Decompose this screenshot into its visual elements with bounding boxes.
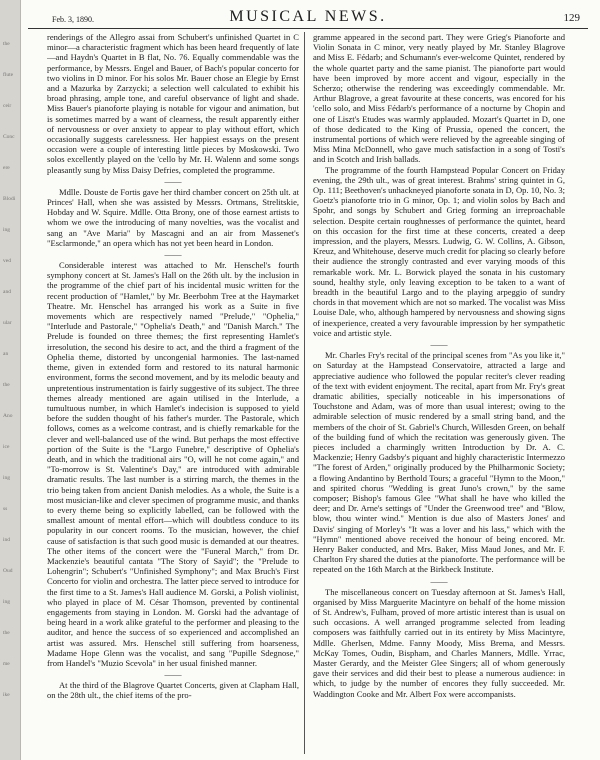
- gutter-fragment: an: [3, 351, 9, 357]
- column-rule: [304, 32, 305, 754]
- gutter-fragment: ere: [3, 165, 10, 171]
- gutter-fragment: me: [3, 661, 10, 667]
- gutter-fragment: ing: [3, 599, 11, 605]
- page-number: 129: [563, 12, 580, 24]
- gutter-fragment: ice: [3, 444, 10, 450]
- gutter-fragment: ing: [3, 227, 11, 233]
- article-paragraph: Mdlle. Douste de Fortis gave her third chamber concert on 25th ult. at Princes' Hall, when she was assisted by Messrs. Ortmans, Strelitskie, Hobday and W. Squire. Mdlle. Otta Brony, one of those earnest artists to whom we owe the introducing of many novelties, was the vocalist and sang an "Ave Maria" by Mascagni and an air from Massenet's "Esclarmonde," an opera which has not yet been heard in London.: [47, 186, 299, 248]
- issue-date: Feb. 3, 1890.: [52, 15, 94, 24]
- gutter-fragment: ike: [3, 692, 10, 698]
- gutter-fragment: ceir: [3, 103, 12, 109]
- gutter-fragment: the: [3, 382, 10, 388]
- gutter-fragment: ved: [3, 258, 11, 264]
- gutter-fragment: ing: [3, 475, 11, 481]
- gutter-fragment: the: [3, 41, 10, 47]
- gutter-fragment: flute: [3, 72, 14, 78]
- gutter-fragment: ind: [3, 537, 11, 543]
- article-paragraph: Mr. Charles Fry's recital of the principal scenes from "As you like it," on Saturday at the Hampstead Conservatoire, attracted a large and appreciative audience who followed the popular reciter's clever reading of the text with evident enjoyment. The recital, apart from Mr. Fry's great dramatic abilities, specially noticeable in his impersonations of Touchstone and Adam, was of more than usual interest; owing to the admirable selection of music rendered by a small string band, and the members of the choir of St. Gabriel's Church, Willesden Green, on behalf of the building fund of which the recitation was generously given. The pieces included a charmingly written Introduction by Dr. A. C. Mackenzie; Henry Gadsby's piquant and highly characteristic Intermezzo "The forest of Arden," originally produced by the Philharmonic Society; a flowing Andantino by Berthold Tours; a graceful "Hymn to the Moon," and spirited chorus "Wedding is great Juno's crown," by the same composer; Bishop's famous Glee "What shall he have who killed the deer; and Dr. Arne's settings of "Under the Greenwood tree" and "Blow, blow, thou winter wind." Mention is due also of Masters Jones' and Davis' singing of Morley's "It was a lover and his lass," which with the "Hymn" mentioned above received the honour of being encored. Mr. Henry Baker conducted, and Mrs. Baker, Miss Maud Jones, and Mr. F. Charlton Fry shared the duties at the pianoforte. The performance will be repeated on the 16th March at the Birkbeck Institute.: [313, 350, 565, 575]
- binding-gutter: [0, 0, 21, 760]
- article-paragraph: The programme of the fourth Hampstead Popular Concert on Friday evening, the 29th ult., was of great interest. Brahms' string quintet in G, Op. 111; Beethoven's unhackneyed pianoforte sonata in D, Op. 10, No. 3; Goetz's pianoforte trio in G minor, Op. 1; and violin solos by Bach and Spohr, and songs by Schubert and Grieg forming an irreproachable selection. Despite certain roughnesses of performance the quintet, heard on this occasion for the first time at these concerts, created a deep impression, and the players, Messrs. Ludwig, G. W. Collins, A. Gibson, Kreuz, and Whitehouse, deserve much credit for placing so clearly before their audience the strongly contrasted and ever varying moods of this remarkable work. Mr. L. Borwick played the sonata in his customary sound, healthy style, only leaving exception to be taken to a want of breadth in the beautiful Largo and to the playing arpeggio of sundry chords in that movement which are not so marked. The vocalist was Miss Louise Dale, who, although hampered by nervousness and showing signs of inexperience, created a very favourable impression by her sympathetic voice and artistic style.: [313, 164, 565, 338]
- gutter-fragment: the: [3, 630, 10, 636]
- article-paragraph: At the third of the Blagrove Quartet Concerts, given at Clapham Hall, on the 28th ult., the chief items of the pro-: [47, 680, 299, 701]
- gutter-fragment: ss: [3, 506, 8, 512]
- section-separator: ——: [164, 669, 182, 680]
- gutter-fragment: ular: [3, 320, 12, 326]
- gutter-fragment: Ano: [3, 413, 13, 419]
- gutter-fragment: Blodi: [3, 196, 16, 202]
- page-header: [28, 6, 588, 29]
- masthead-title: MUSICAL NEWS.: [229, 8, 387, 25]
- left-column: [47, 32, 299, 754]
- section-separator: ——: [430, 575, 448, 586]
- article-paragraph: Considerable interest was attached to Mr. Henschel's fourth symphony concert at St. James's Hall on the 26th ult. by the inclusion in the programme of the chief part of his incidental music written for the recent production of "Hamlet," by Mr. Beerbohm Tree at the Haymarket Theatre. Mr. Henschel has arranged his work as a Suite in five movements which are respectively named "Prelude," "Ophelia," "Interlude and Pastorale," "Ophelia's Death," and "Danish March." The Prelude is founded on three themes; the first representing Hamlet's irresolution, the second his desire to act, and the third a fragment of the Ophelia theme, distorted by uncongenial harmonies. The last-named theme, given in extended form and restored to its natural harmonic environment, forms the second movement, and by its melodic beauty and unpretentious instrumentation is fairly suggestive of its subject. The three themes already mentioned are again utilised in the Interlude, a tumultuous number, in which Hamlet's indecision is supposed to yield before the sudden thought of his father's murder. The Pastorale, which follows, comes as a welcome contrast, and is chiefly remarkable for the clever and well-balanced use of the wind. But perhaps the most effective portion of the Suite is the "Largo Funebre," descriptive of Ophelia's death, and in which the traditional airs "O, will he not come again," and "To-morrow is St. Valentine's Day," are introduced with admirable dramatic results. The last number is a stirring march, the themes in the trio being taken from ancient Danish melodies. As a whole, the Suite is a most musician-like and clever specimen of programme music, and thanks to every theme being so explicitly labelled, can be followed with the smallest amount of mental effort—which will doubtless conduce to its popularity in our concert rooms. To the musician, however, the chief cause of satisfaction is that such good music is demanded at our theatres. The other items of the concert were the "Funeral March," from Dr. Mackenzie's beautiful cantata "The Story of Sayid"; the "Prelude to Lohengrin"; Schubert's "Unfinished Symphony"; and Max Bruch's First Concerto for violin and orchestra. The latter piece served to introduce for the first time to a St. James's Hall audience M. Gorski, a Polish violinist, who played in place of M. César Thomson, prevented by continental engagements from staying in London. M. Gorski had the advantage of being heard in a work alike grateful to the performer and pleasing to the auditor, and hence the success of so experienced and accomplished an artist was assured. Mrs. Henschel still suffering from hoarseness, Madame Hope Glenn was the vocalist, and sang "Pupille Sdegnose," from Handel's "Muzio Scevola" in her usual finished manner.: [47, 260, 299, 668]
- article-paragraph: gramme appeared in the second part. They were Grieg's Pianoforte and Violin Sonata in C minor, very neatly played by Mr. Stanley Blagrove and Miss E. Fédarb; and Schumann's ever-welcome Quintet, rendered by the whole quartet party and the same pianist. The pianoforte part would have been improved by more accent and vigour, especially in the Scherzo; otherwise the rendering was exceedingly commendable. Mr. Arthur Blagrove, a great favourite at these concerts, was encored for his 'cello solo, and Miss Fédarb's performance of a nocturne by Chopin and one of Liszt's Etudes was warmly applauded. Mozart's Quartet in D, one of those dedicated to the King of Prussia, opened the concert, the instrumental portions of which were relieved by the agreeable singing of Miss Mina McDonnell, who gave much satisfaction in a song of Tosti's and in Scotch and Irish ballads.: [313, 32, 565, 165]
- article-paragraph: The miscellaneous concert on Tuesday afternoon at St. James's Hall, organised by Miss Marguerite Macintyre on behalf of the home mission of St. Andrew's, Fulham, proved of more artistic interest than is usual on such occasions. A well arranged programme selected from leading composers was faithfully carried out in its entirety by Miss Macintyre, Mdlle. Gherlsen, Mdme. Fanny Moody, Miss Brema, and Messrs. McKay Tomes, Oudin, Bispham, and Charles Manners, Mdlle. Yrrac, Master Gerardy, and the Meister Glee Singers; all of whom generously gave their services and did their best to please a numerous audience: in which, to judge by the number of encores they fully succeeded. Mr. Waddington Cooke and Mr. Albert Fox were accompanists.: [313, 586, 565, 699]
- gutter-fragment: and: [3, 289, 11, 295]
- article-paragraph: renderings of the Allegro assai from Schubert's unfinished Quartet in C minor—a characteristic fragment which has been heard frequently of late—and Haydn's Quartet in B flat, No. 76. Equally commendable was the performance, by Messrs. Engel and Bauer, of Bach's popular concerto for two violins in D minor. For his solos Mr. Bauer chose an Elegie by Ernst and a Mazurka by Zarzycki; a selection well calculated to exhibit his broad phrasing, ample tone, and careful observance of light and shade. Miss Bauer's pianoforte playing is notable for vigour and animation, but is sometimes marred by a want of clearness, the result apparently either of nervousness or over anxiety to appear to play without effort, which occasionally suggests carelessness. Her happiest essays on the present occasion were a couple of interesting little pieces by Moskowski. Two solos excellently played on the 'cello by Mr. H. Walenn and some songs pleasantly sung by Miss Daisy Defries, completed the programme.: [47, 32, 299, 175]
- right-column: [313, 32, 565, 754]
- section-separator: ——: [430, 339, 448, 350]
- section-separator: ——: [164, 249, 182, 260]
- section-separator: ——: [164, 175, 182, 186]
- gutter-fragment: Conc: [3, 134, 15, 140]
- gutter-fragment: Oud: [3, 568, 13, 574]
